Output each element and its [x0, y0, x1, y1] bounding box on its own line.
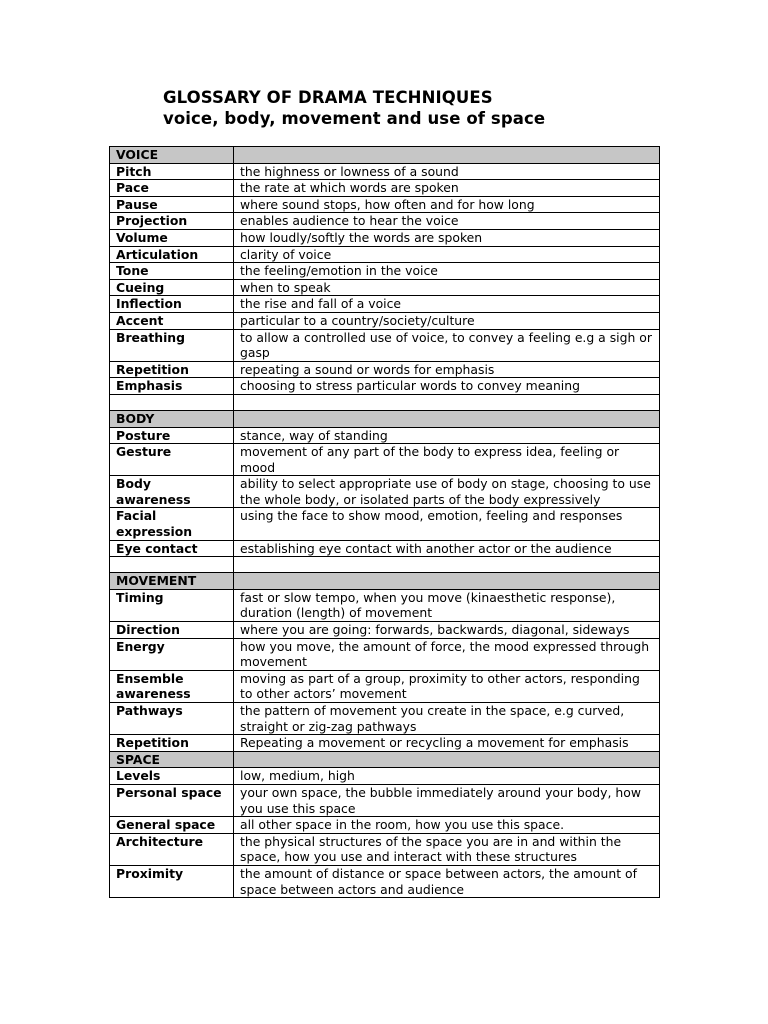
glossary-term: Cueing [110, 279, 234, 296]
glossary-term: Eye contact [110, 540, 234, 557]
glossary-row [110, 638, 660, 670]
glossary-definition: using the face to show mood, emotion, feeling and responses [234, 508, 660, 540]
section-heading: VOICE [110, 147, 234, 164]
glossary-row [110, 196, 660, 213]
glossary-term: Ensemble awareness [110, 670, 234, 702]
glossary-term: Tone [110, 263, 234, 280]
glossary-term: Articulation [110, 246, 234, 263]
glossary-term: Pathways [110, 703, 234, 735]
glossary-row [110, 784, 660, 816]
glossary-row [110, 768, 660, 785]
glossary-row [110, 476, 660, 508]
glossary-row [110, 622, 660, 639]
section-heading: MOVEMENT [110, 573, 234, 590]
title-line-2: voice, body, movement and use of space [163, 109, 546, 128]
glossary-term: Energy [110, 638, 234, 670]
glossary-term: Levels [110, 768, 234, 785]
glossary-row [110, 735, 660, 752]
glossary-row [110, 279, 660, 296]
glossary-term: Emphasis [110, 378, 234, 395]
section-header-row [110, 147, 660, 164]
spacer-row [110, 557, 660, 573]
glossary-row [110, 361, 660, 378]
glossary-row [110, 213, 660, 230]
glossary-definition: stance, way of standing [234, 427, 660, 444]
glossary-definition: fast or slow tempo, when you move (kinaesthetic response), duration (length) of movement [234, 589, 660, 621]
glossary-definition: low, medium, high [234, 768, 660, 785]
glossary-definition: the physical structures of the space you are in and within the space, how you use and interact with these structures [234, 833, 660, 865]
section-header-row [110, 573, 660, 590]
glossary-term: Proximity [110, 865, 234, 897]
glossary-definition: moving as part of a group, proximity to other actors, responding to other actors’ movement [234, 670, 660, 702]
spacer-cell [110, 394, 234, 410]
glossary-definition: particular to a country/society/culture [234, 312, 660, 329]
glossary-definition: choosing to stress particular words to convey meaning [234, 378, 660, 395]
document-title [163, 87, 723, 129]
spacer-cell [234, 394, 660, 410]
section-header-row [110, 410, 660, 427]
glossary-definition: the amount of distance or space between actors, the amount of space between actors and audience [234, 865, 660, 897]
glossary-term: Gesture [110, 444, 234, 476]
glossary-definition: where sound stops, how often and for how long [234, 196, 660, 213]
glossary-row [110, 508, 660, 540]
glossary-row [110, 229, 660, 246]
glossary-definition: the rise and fall of a voice [234, 296, 660, 313]
glossary-term: Projection [110, 213, 234, 230]
glossary-term: Posture [110, 427, 234, 444]
glossary-row [110, 865, 660, 897]
section-heading: BODY [110, 410, 234, 427]
glossary-definition: where you are going: forwards, backwards, diagonal, sideways [234, 622, 660, 639]
glossary-definition: movement of any part of the body to express idea, feeling or mood [234, 444, 660, 476]
glossary-term: Body awareness [110, 476, 234, 508]
glossary-row [110, 263, 660, 280]
glossary-row [110, 444, 660, 476]
glossary-definition: your own space, the bubble immediately around your body, how you use this space [234, 784, 660, 816]
glossary-definition: all other space in the room, how you use this space. [234, 817, 660, 834]
glossary-row [110, 296, 660, 313]
glossary-term: Breathing [110, 329, 234, 361]
glossary-row [110, 833, 660, 865]
glossary-term: Personal space [110, 784, 234, 816]
glossary-term: Pause [110, 196, 234, 213]
glossary-term: Repetition [110, 361, 234, 378]
glossary-definition: repeating a sound or words for emphasis [234, 361, 660, 378]
glossary-row [110, 427, 660, 444]
title-line-1: GLOSSARY OF DRAMA TECHNIQUES [163, 88, 493, 107]
glossary-row [110, 378, 660, 395]
glossary-definition: the highness or lowness of a sound [234, 163, 660, 180]
glossary-definition: Repeating a movement or recycling a movement for emphasis [234, 735, 660, 752]
spacer-cell [234, 557, 660, 573]
glossary-definition: the feeling/emotion in the voice [234, 263, 660, 280]
glossary-term: Pace [110, 180, 234, 197]
glossary-definition: the rate at which words are spoken [234, 180, 660, 197]
glossary-row [110, 163, 660, 180]
glossary-table [109, 146, 660, 898]
glossary-term: Architecture [110, 833, 234, 865]
glossary-row [110, 312, 660, 329]
glossary-term: Accent [110, 312, 234, 329]
glossary-definition: the pattern of movement you create in the space, e.g curved, straight or zig-zag pathways [234, 703, 660, 735]
glossary-term: Facial expression [110, 508, 234, 540]
section-heading-blank [234, 147, 660, 164]
glossary-row [110, 589, 660, 621]
glossary-definition: enables audience to hear the voice [234, 213, 660, 230]
glossary-term: Direction [110, 622, 234, 639]
glossary-row [110, 246, 660, 263]
glossary-body [110, 147, 660, 898]
spacer-row [110, 394, 660, 410]
glossary-row [110, 540, 660, 557]
glossary-row [110, 180, 660, 197]
glossary-definition: how loudly/softly the words are spoken [234, 229, 660, 246]
glossary-row [110, 329, 660, 361]
glossary-term: Volume [110, 229, 234, 246]
section-header-row [110, 751, 660, 768]
section-heading: SPACE [110, 751, 234, 768]
glossary-term: Inflection [110, 296, 234, 313]
glossary-definition: when to speak [234, 279, 660, 296]
glossary-definition: to allow a controlled use of voice, to convey a feeling e.g a sigh or gasp [234, 329, 660, 361]
glossary-term: General space [110, 817, 234, 834]
glossary-definition: establishing eye contact with another actor or the audience [234, 540, 660, 557]
glossary-row [110, 670, 660, 702]
glossary-definition: ability to select appropriate use of body on stage, choosing to use the whole body, or isolated parts of the body expressively [234, 476, 660, 508]
glossary-term: Pitch [110, 163, 234, 180]
glossary-definition: how you move, the amount of force, the mood expressed through movement [234, 638, 660, 670]
glossary-row [110, 817, 660, 834]
glossary-row [110, 703, 660, 735]
glossary-term: Repetition [110, 735, 234, 752]
glossary-term: Timing [110, 589, 234, 621]
section-heading-blank [234, 573, 660, 590]
glossary-definition: clarity of voice [234, 246, 660, 263]
spacer-cell [110, 557, 234, 573]
section-heading-blank [234, 410, 660, 427]
section-heading-blank [234, 751, 660, 768]
